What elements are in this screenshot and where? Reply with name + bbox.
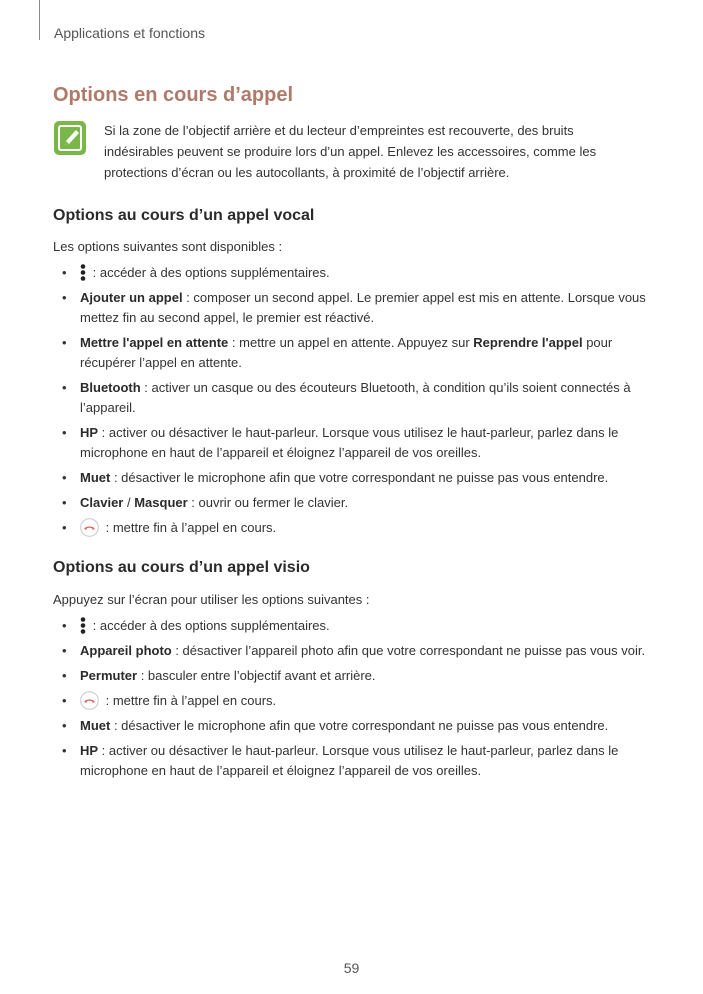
- note-pencil-icon: [53, 120, 87, 156]
- video-options-list: [53, 616, 648, 786]
- running-header: Applications et fonctions: [54, 25, 205, 41]
- voice-section-title: Options au cours d’un appel vocal: [53, 207, 315, 224]
- list-item: • : mettre fin à l’appel en cours.: [62, 693, 277, 708]
- list-item: • : mettre fin à l’appel en cours.: [62, 520, 277, 535]
- voice-intro: Les options suivantes sont disponibles :: [53, 239, 283, 254]
- more-options-icon: [80, 264, 86, 281]
- end-call-icon: [80, 518, 99, 537]
- list-item: • Permuter : basculer entre l’objectif avant et arrière.: [62, 668, 376, 683]
- list-item: • Muet : désactiver le microphone afin que votre correspondant ne puisse pas vous entendre.: [62, 718, 609, 733]
- list-item: • Ajouter un appel : composer un second appel. Le premier appel est mis en attente. Lorsque vous mettez fin au second appel, le premier est réactivé.: [62, 290, 646, 325]
- page-title: Options en cours d’appel: [53, 84, 294, 106]
- list-item: • HP : activer ou désactiver le haut-parleur. Lorsque vous utilisez le haut-parleur, parlez dans le microphone en haut de l’appareil et éloignez l’appareil de vos oreilles.: [62, 425, 619, 460]
- list-item: • : accéder à des options supplémentaires.: [62, 618, 330, 633]
- list-item: • HP : activer ou désactiver le haut-parleur. Lorsque vous utilisez le haut-parleur, parlez dans le microphone en haut de l’appareil et éloignez l’appareil de vos oreilles.: [62, 743, 619, 778]
- video-section-title: Options au cours d’un appel visio: [53, 559, 310, 576]
- list-item: • Muet : désactiver le microphone afin que votre correspondant ne puisse pas vous entendre.: [62, 470, 609, 485]
- end-call-icon: [80, 691, 99, 710]
- list-item: • Bluetooth : activer un casque ou des écouteurs Bluetooth, à condition qu’ils soient connectés à l’appareil.: [62, 380, 631, 415]
- list-item: • : accéder à des options supplémentaires.: [62, 265, 330, 280]
- list-item: • Mettre l'appel en attente : mettre un appel en attente. Appuyez sur Reprendre l'appel pour récupérer l’appel en attente.: [62, 335, 613, 370]
- note-text: Si la zone de l’objectif arrière et du lecteur d’empreintes est recouverte, des bruits indésirables peuvent se produire lors d’un appel. Enlevez les accessoires, comme les protections d’écran ou les autocollants, à proximité de l’objectif arrière.: [104, 123, 597, 180]
- list-item: • Appareil photo : désactiver l’appareil photo afin que votre correspondant ne puisse pas vous voir.: [62, 643, 646, 658]
- video-intro: Appuyez sur l’écran pour utiliser les options suivantes :: [53, 592, 370, 607]
- header-rule: [39, 0, 40, 40]
- list-item: • Clavier / Masquer : ouvrir ou fermer le clavier.: [62, 495, 349, 510]
- page-number: 59: [343, 960, 360, 976]
- voice-options-list: [53, 263, 648, 543]
- more-options-icon: [80, 617, 86, 634]
